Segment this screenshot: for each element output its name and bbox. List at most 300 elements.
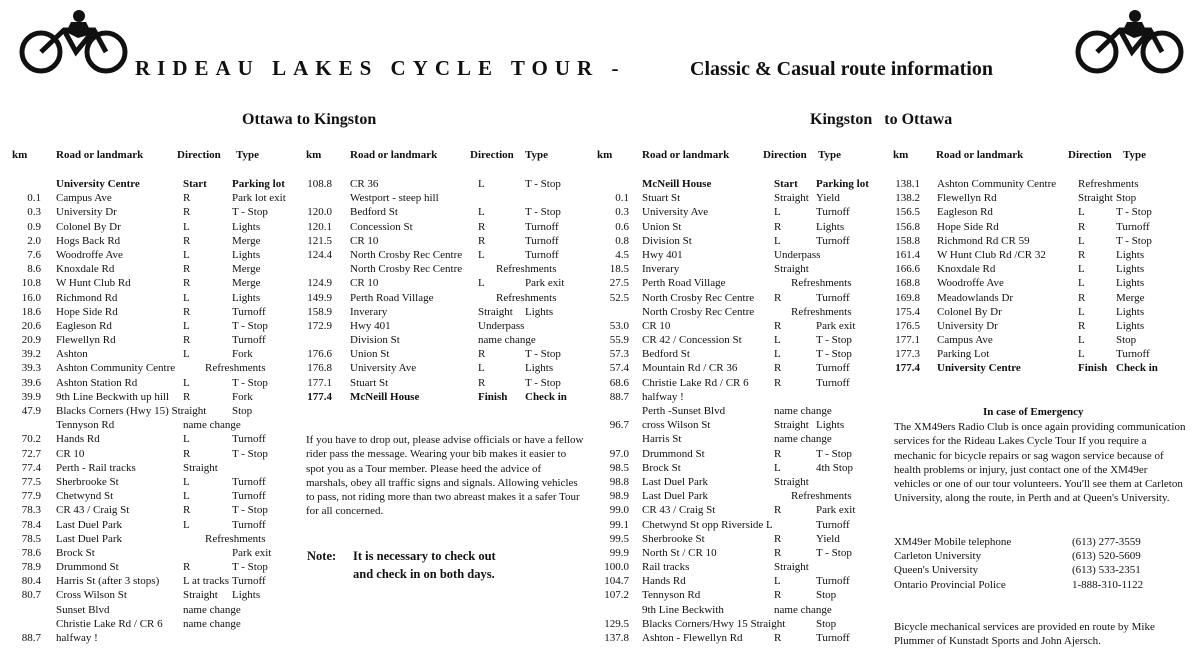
route-row bbox=[0, 546, 300, 560]
route-type: Parking lot bbox=[816, 178, 869, 190]
route-road: Stuart St bbox=[642, 192, 681, 205]
route-direction: Straight bbox=[774, 475, 809, 488]
route-type: Yield bbox=[816, 532, 840, 545]
route-road: Westport - steep hill bbox=[350, 192, 439, 205]
route-road: Sherbrooke St bbox=[56, 475, 119, 488]
route-row bbox=[590, 560, 890, 574]
route-km: 124.9 bbox=[307, 277, 332, 290]
route-type: Refreshments bbox=[496, 263, 557, 276]
route-road: Sherbrooke St bbox=[642, 532, 705, 545]
route-row bbox=[300, 305, 596, 319]
route-road: Hogs Back Rd bbox=[56, 234, 121, 247]
route-direction: Underpass bbox=[774, 248, 821, 261]
route-direction: L bbox=[478, 277, 485, 290]
contact-phone: (613) 277-3559 bbox=[1072, 536, 1141, 548]
emergency-contacts bbox=[894, 535, 1184, 592]
route-km: 98.9 bbox=[609, 490, 629, 503]
route-row bbox=[0, 234, 300, 248]
route-km: 176.6 bbox=[307, 348, 332, 361]
route-type: T - Stop bbox=[232, 561, 268, 574]
route-km: 168.8 bbox=[895, 277, 920, 290]
route-road: Ashton Community Centre bbox=[937, 178, 1057, 190]
route-direction: L bbox=[774, 575, 781, 588]
route-km: 137.8 bbox=[604, 632, 629, 644]
route-direction: name change bbox=[183, 419, 241, 432]
route-km: 177.1 bbox=[307, 376, 332, 389]
route-type: T - Stop bbox=[525, 206, 561, 219]
route-direction: L bbox=[478, 206, 485, 219]
route-direction: R bbox=[1078, 319, 1086, 332]
route-km: 2.0 bbox=[27, 234, 41, 247]
route-row bbox=[590, 588, 890, 602]
route-row bbox=[0, 361, 300, 375]
route-row bbox=[590, 291, 890, 305]
route-row bbox=[884, 234, 1194, 248]
route-row bbox=[300, 262, 596, 276]
route-type: 4th Stop bbox=[816, 461, 853, 474]
route-road: Parking Lot bbox=[937, 348, 990, 361]
route-direction: R bbox=[183, 334, 191, 347]
route-type: Turnoff bbox=[232, 334, 266, 347]
route-road: Division St bbox=[642, 234, 692, 247]
route-km: 176.8 bbox=[307, 362, 332, 375]
note-line-2: and check in on both days. bbox=[353, 567, 495, 581]
route-type: T - Stop bbox=[816, 546, 852, 559]
route-direction: Start bbox=[774, 178, 798, 190]
route-road: Knoxdale Rd bbox=[937, 263, 996, 276]
route-direction: R bbox=[774, 362, 782, 375]
route-row bbox=[300, 191, 596, 205]
route-type: Park exit bbox=[525, 277, 565, 290]
route-direction: L bbox=[183, 376, 190, 389]
route-road: Brock St bbox=[642, 461, 681, 474]
route-type: Stop bbox=[1116, 192, 1137, 205]
route-type: Turnoff bbox=[1116, 220, 1150, 233]
route-direction: L bbox=[183, 291, 190, 304]
route-row bbox=[300, 376, 596, 390]
route-type: Turnoff bbox=[525, 220, 559, 233]
route-direction: Finish bbox=[1078, 362, 1108, 375]
route-row bbox=[0, 603, 300, 617]
route-row bbox=[590, 305, 890, 319]
route-road: CR 10 bbox=[56, 447, 85, 460]
route-direction: L bbox=[183, 220, 190, 233]
route-km: 177.3 bbox=[895, 348, 920, 361]
route-direction: L bbox=[1078, 348, 1085, 361]
route-direction: R bbox=[183, 192, 191, 205]
route-direction: Straight bbox=[1078, 192, 1113, 205]
route-road: Last Duel Park bbox=[642, 475, 708, 488]
contact-phone: (613) 533-2351 bbox=[1072, 564, 1141, 577]
route-direction: R bbox=[774, 632, 782, 644]
route-direction: Underpass bbox=[478, 319, 525, 332]
route-direction: R bbox=[183, 504, 191, 517]
route-type: Turnoff bbox=[232, 433, 266, 446]
route-type: Merge bbox=[232, 263, 261, 276]
route-table-ottawa-kingston-part1 bbox=[0, 177, 300, 645]
route-type: Stop bbox=[816, 589, 837, 602]
route-road: University Ave bbox=[350, 362, 417, 375]
route-road: Colonel By Dr bbox=[56, 220, 121, 233]
section-heading-kingston-to-ottawa: Kingston to Ottawa bbox=[810, 111, 953, 128]
route-km: 99.1 bbox=[609, 518, 629, 531]
route-row bbox=[590, 361, 890, 375]
route-type: Park exit bbox=[816, 504, 856, 517]
route-row bbox=[590, 276, 890, 290]
route-road: CR 36 bbox=[350, 178, 379, 190]
route-type: Parking lot bbox=[232, 178, 285, 190]
route-direction: L bbox=[774, 461, 781, 474]
route-km: 10.8 bbox=[21, 277, 41, 290]
column-header-type: Type bbox=[1123, 149, 1147, 161]
route-km: 98.8 bbox=[609, 475, 629, 488]
route-type: Lights bbox=[1116, 319, 1145, 332]
emergency-heading: In case of Emergency bbox=[983, 406, 1084, 418]
route-road: Last Duel Park bbox=[56, 518, 122, 531]
route-km: 99.0 bbox=[609, 504, 629, 517]
column-header-type: Type bbox=[236, 149, 260, 161]
column-header-direction: Direction bbox=[470, 149, 514, 161]
column-header-km: km bbox=[306, 149, 322, 161]
route-road: Last Duel Park bbox=[642, 490, 708, 503]
contact-name: XM49er Mobile telephone bbox=[894, 536, 1012, 548]
route-road: University Dr bbox=[937, 319, 998, 332]
route-direction: L bbox=[1078, 334, 1085, 347]
route-direction: L bbox=[1078, 263, 1085, 276]
contact-name: Ontario Provincial Police bbox=[894, 578, 1006, 591]
route-road: Flewellyn Rd bbox=[937, 192, 997, 205]
route-km: 120.1 bbox=[307, 220, 332, 233]
route-km: 4.5 bbox=[615, 248, 629, 261]
route-row bbox=[0, 404, 300, 418]
route-row bbox=[590, 518, 890, 532]
route-direction: R bbox=[478, 220, 486, 233]
route-direction: R bbox=[1078, 220, 1086, 233]
checkout-note bbox=[307, 548, 496, 581]
route-km: 100.0 bbox=[604, 561, 629, 574]
route-km: 39.6 bbox=[21, 376, 41, 389]
route-type: Lights bbox=[232, 291, 261, 304]
route-row bbox=[0, 447, 300, 461]
route-direction: L bbox=[1078, 277, 1085, 290]
route-direction: R bbox=[1078, 248, 1086, 261]
route-row bbox=[590, 248, 890, 262]
route-row bbox=[0, 617, 300, 631]
route-type: T - Stop bbox=[1116, 206, 1152, 219]
route-road: W Hunt Club Rd /CR 32 bbox=[937, 248, 1046, 261]
route-road: Hope Side Rd bbox=[937, 220, 999, 233]
route-type: T - Stop bbox=[1116, 234, 1152, 247]
route-road: halfway ! bbox=[642, 390, 684, 403]
route-km: 166.6 bbox=[895, 263, 920, 276]
route-row bbox=[590, 347, 890, 361]
route-row bbox=[884, 347, 1194, 361]
route-direction: R bbox=[183, 277, 191, 290]
column-header-row bbox=[306, 149, 596, 163]
route-row bbox=[300, 361, 596, 375]
route-row bbox=[0, 248, 300, 262]
route-row bbox=[884, 177, 1194, 191]
route-km: 138.2 bbox=[895, 192, 920, 205]
route-type: T - Stop bbox=[232, 319, 268, 332]
route-row bbox=[884, 262, 1194, 276]
route-km: 172.9 bbox=[307, 319, 332, 332]
route-direction: L bbox=[183, 319, 190, 332]
route-row bbox=[0, 319, 300, 333]
route-road: Mountain Rd / CR 36 bbox=[642, 362, 738, 375]
route-road: Ashton Community Centre bbox=[56, 362, 176, 375]
route-row bbox=[590, 475, 890, 489]
route-row bbox=[590, 503, 890, 517]
route-row bbox=[300, 333, 596, 347]
route-row bbox=[0, 291, 300, 305]
contact-row bbox=[894, 578, 1184, 592]
route-row bbox=[590, 376, 890, 390]
route-road: CR 42 / Concession St bbox=[642, 334, 742, 347]
route-direction: Refreshments bbox=[1078, 178, 1139, 190]
route-row bbox=[590, 617, 890, 631]
route-type: Lights bbox=[816, 220, 845, 233]
route-road: North Crosby Rec Centre bbox=[642, 305, 755, 318]
column-header-type: Type bbox=[818, 149, 842, 161]
route-km: 158.9 bbox=[307, 305, 332, 318]
route-km: 156.8 bbox=[895, 220, 920, 233]
route-km: 149.9 bbox=[307, 291, 332, 304]
route-row bbox=[0, 262, 300, 276]
column-header-road: Road or landmark bbox=[642, 149, 730, 161]
route-road: Drummond St bbox=[56, 561, 119, 574]
route-row bbox=[590, 574, 890, 588]
route-row bbox=[0, 560, 300, 574]
route-row bbox=[884, 305, 1194, 319]
route-type: Refreshments bbox=[205, 362, 266, 375]
route-road: cross Wilson St bbox=[642, 419, 711, 432]
route-km: 47.9 bbox=[21, 405, 41, 417]
route-road: Richmond Rd CR 59 bbox=[937, 234, 1030, 247]
route-direction: Start bbox=[183, 178, 207, 190]
route-direction: R bbox=[774, 589, 782, 602]
route-km: 78.3 bbox=[21, 504, 41, 517]
route-km: 53.0 bbox=[609, 319, 629, 332]
route-type: Lights bbox=[525, 305, 554, 318]
route-road: North Crosby Rec Centre bbox=[350, 248, 463, 261]
route-direction: R bbox=[183, 561, 191, 574]
route-row bbox=[884, 191, 1194, 205]
column-header-road: Road or landmark bbox=[350, 149, 438, 161]
contact-name: Queen's University bbox=[894, 564, 979, 577]
route-type: Lights bbox=[232, 589, 261, 602]
route-road: 9th Line Beckwith up hill bbox=[56, 390, 170, 403]
route-km: 177.4 bbox=[895, 362, 920, 375]
route-row bbox=[590, 333, 890, 347]
route-direction: name change bbox=[478, 334, 536, 347]
route-type: T - Stop bbox=[232, 376, 268, 389]
route-row bbox=[0, 191, 300, 205]
route-direction: name change bbox=[774, 405, 832, 417]
route-row bbox=[590, 205, 890, 219]
route-road: Last Duel Park bbox=[56, 532, 122, 545]
route-type: Lights bbox=[1116, 277, 1145, 290]
route-row bbox=[0, 220, 300, 234]
route-direction: Straight bbox=[183, 461, 218, 474]
route-row bbox=[884, 361, 1194, 375]
route-row bbox=[0, 347, 300, 361]
route-road: Hands Rd bbox=[56, 433, 100, 446]
route-row bbox=[884, 276, 1194, 290]
route-km: 39.9 bbox=[21, 390, 41, 403]
route-road: halfway ! bbox=[56, 632, 98, 644]
route-km: 0.3 bbox=[615, 206, 629, 219]
route-km: 0.1 bbox=[27, 192, 41, 205]
route-type: Turnoff bbox=[816, 575, 850, 588]
route-row bbox=[590, 191, 890, 205]
route-direction: L bbox=[478, 362, 485, 375]
route-row bbox=[0, 177, 300, 191]
route-type: Lights bbox=[525, 362, 554, 375]
route-direction: R bbox=[774, 504, 782, 517]
route-km: 68.6 bbox=[609, 376, 629, 389]
route-type: Fork bbox=[232, 390, 253, 403]
route-direction: Finish bbox=[478, 390, 508, 403]
route-row bbox=[590, 546, 890, 560]
route-row bbox=[0, 333, 300, 347]
route-row bbox=[0, 532, 300, 546]
route-row bbox=[0, 305, 300, 319]
column-header-road: Road or landmark bbox=[56, 149, 144, 161]
route-type: Refreshments bbox=[791, 490, 852, 503]
route-row bbox=[884, 248, 1194, 262]
route-direction: R bbox=[183, 234, 191, 247]
route-km: 99.9 bbox=[609, 546, 629, 559]
route-type: T - Stop bbox=[232, 206, 268, 219]
route-km: 18.5 bbox=[609, 263, 629, 276]
route-km: 27.5 bbox=[609, 277, 629, 290]
route-direction: L bbox=[183, 348, 190, 361]
column-header-direction: Direction bbox=[177, 149, 221, 161]
route-km: 77.4 bbox=[21, 461, 41, 474]
route-type: Turnoff bbox=[816, 632, 850, 644]
route-row bbox=[0, 475, 300, 489]
route-row bbox=[590, 220, 890, 234]
route-row bbox=[884, 333, 1194, 347]
route-direction: R bbox=[478, 376, 486, 389]
route-type: Merge bbox=[232, 277, 261, 290]
note-label: Note: bbox=[307, 549, 337, 563]
route-km: 77.9 bbox=[21, 490, 41, 503]
route-direction: R bbox=[774, 376, 782, 389]
route-type: Stop bbox=[232, 405, 253, 417]
route-type: Turnoff bbox=[816, 518, 850, 531]
route-km: 108.8 bbox=[307, 178, 332, 190]
route-type: Turnoff bbox=[816, 234, 850, 247]
route-row bbox=[590, 461, 890, 475]
route-row bbox=[0, 503, 300, 517]
route-road: Stuart St bbox=[350, 376, 389, 389]
route-road: 9th Line Beckwith bbox=[642, 603, 724, 616]
route-km: 96.7 bbox=[609, 419, 629, 432]
route-type: Lights bbox=[1116, 263, 1145, 276]
route-row bbox=[0, 418, 300, 432]
route-type: Lights bbox=[1116, 248, 1145, 261]
dropout-note: If you have to drop out, please advise officials or have a fellow rider pass the message. Wearing your bib makes it easier to spot you as a Tour member. Please heed the advice of marshals, obey all traffic signs and signals. Allowing vehicles to pass, not riding more than two abreast makes it a safer Tour for all concerned. bbox=[306, 434, 584, 518]
route-type: Turnoff bbox=[232, 490, 266, 503]
route-direction: L bbox=[183, 475, 190, 488]
route-road: Sunset Blvd bbox=[56, 603, 110, 616]
route-row bbox=[0, 390, 300, 404]
route-road: Hwy 401 bbox=[642, 248, 683, 261]
route-km: 161.4 bbox=[895, 248, 920, 261]
route-row bbox=[590, 631, 890, 645]
route-road: McNeill House bbox=[350, 390, 420, 403]
route-km: 78.5 bbox=[21, 532, 41, 545]
route-type: Stop bbox=[1116, 334, 1137, 347]
route-km: 78.4 bbox=[21, 518, 41, 531]
route-type: Turnoff bbox=[232, 305, 266, 318]
route-direction: Straight bbox=[478, 305, 513, 318]
route-type: Lights bbox=[232, 220, 261, 233]
route-row bbox=[0, 432, 300, 446]
route-type: Turnoff bbox=[816, 206, 850, 219]
route-direction: L bbox=[183, 433, 190, 446]
route-direction: L bbox=[478, 248, 485, 261]
route-row bbox=[590, 603, 890, 617]
route-km: 78.6 bbox=[21, 546, 41, 559]
route-road: North St / CR 10 bbox=[642, 546, 717, 559]
route-row bbox=[300, 347, 596, 361]
route-type: Turnoff bbox=[232, 575, 266, 588]
route-km: 120.0 bbox=[307, 206, 332, 219]
route-road: Woodroffe Ave bbox=[937, 277, 1004, 290]
route-type: Check in bbox=[1116, 362, 1158, 375]
route-direction: L bbox=[774, 206, 781, 219]
route-km: 0.6 bbox=[615, 220, 629, 233]
column-header-row bbox=[597, 149, 887, 163]
route-type: Refreshments bbox=[791, 277, 852, 290]
route-km: 57.4 bbox=[609, 362, 629, 375]
route-row bbox=[300, 220, 596, 234]
route-road: Flewellyn Rd bbox=[56, 334, 116, 347]
section-heading-ottawa-to-kingston: Ottawa to Kingston bbox=[242, 111, 377, 128]
route-road: Chetwynd St opp Riverside L bbox=[642, 518, 773, 531]
route-km: 0.1 bbox=[615, 192, 629, 205]
route-road: North Crosby Rec Centre bbox=[642, 291, 755, 304]
route-direction: Straight bbox=[183, 589, 218, 602]
route-type: Check in bbox=[525, 390, 567, 403]
column-header-km: km bbox=[597, 149, 613, 161]
route-road: Inverary bbox=[350, 305, 388, 318]
route-direction: R bbox=[478, 348, 486, 361]
route-road: CR 10 bbox=[350, 234, 379, 247]
route-road: University Ave bbox=[642, 206, 709, 219]
route-road: Cross Wilson St bbox=[56, 589, 127, 602]
route-road: University Dr bbox=[56, 206, 117, 219]
route-road: McNeill House bbox=[642, 178, 712, 190]
route-direction: L bbox=[478, 178, 485, 190]
route-road: Woodroffe Ave bbox=[56, 248, 123, 261]
route-road: Blacks Corners/Hwy 15 Straight bbox=[642, 617, 786, 630]
route-km: 0.3 bbox=[27, 206, 41, 219]
route-road: Chetwynd St bbox=[56, 490, 114, 503]
route-direction: R bbox=[183, 447, 191, 460]
route-type: T - Stop bbox=[232, 504, 268, 517]
route-road: North Crosby Rec Centre bbox=[350, 263, 463, 276]
route-direction: L bbox=[1078, 206, 1085, 219]
route-km: 57.3 bbox=[609, 348, 629, 361]
route-type: T - Stop bbox=[525, 376, 561, 389]
route-row bbox=[300, 276, 596, 290]
route-row bbox=[0, 489, 300, 503]
route-type: T - Stop bbox=[816, 334, 852, 347]
